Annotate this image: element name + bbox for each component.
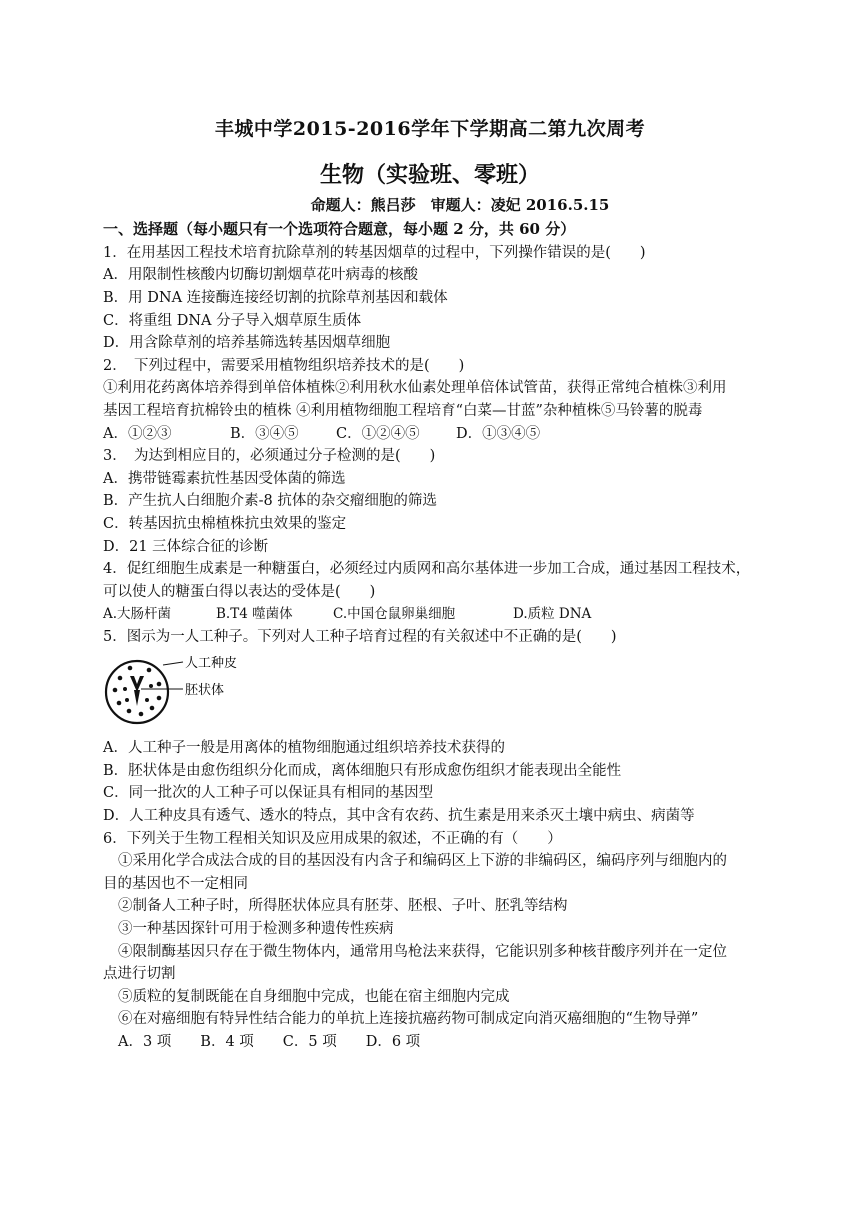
q4-line-1: 4．促红细胞生成素是一种糖蛋白，必须经过内质网和高尔基体进一步加工合成，通过基因工程技术，: [103, 561, 751, 577]
q2-option-c: C．①②④⑤: [336, 426, 420, 442]
q5-option-c: C．同一批次的人工种子可以保证具有相同的基因型: [103, 785, 434, 801]
q2-options: [103, 423, 540, 445]
q6-options: A．3 项 B．4 项 C．5 项 D．6 项: [118, 1034, 421, 1050]
q6-statement-3: ③一种基因探针可用于检测多种遗传性疾病: [118, 921, 394, 937]
q5-stem: 5．图示为一人工种子。下列对人工种子培育过程的有关叙述中不正确的是( ): [103, 629, 617, 645]
q2-line-2: 基因工程培育抗棉铃虫的植株 ④利用植物细胞工程培育“白菜—甘蓝”杂种植株⑤马铃薯的脱毒: [103, 403, 703, 419]
q5-option-a: A．人工种子一般是用离体的植物细胞通过组织培养技术获得的: [103, 740, 505, 756]
q3-option-d: D．21 三体综合征的诊断: [103, 539, 269, 555]
figure-label-embryoid: 胚状体: [185, 683, 225, 698]
q6-statement-1a: ①采用化学合成法合成的目的基因没有内含子和编码区上下游的非编码区，编码序列与细胞内的: [118, 853, 727, 869]
section-heading: 一、选择题（每小题只有一个选项符合题意，每小题 2 分，共 60 分）: [103, 220, 576, 238]
q6-statement-2: ②制备人工种子时，所得胚状体应具有胚芽、胚根、子叶、胚乳等结构: [118, 898, 568, 914]
q5-option-d: D．人工种皮具有透气、透水的特点，其中含有农药、抗生素是用来杀灭土壤中病虫、病菌等: [103, 808, 695, 824]
q2-stem: 2． 下列过程中，需要采用植物组织培养技术的是( ): [103, 358, 465, 374]
q2-option-a: A．①②③: [103, 426, 172, 442]
q6-statement-5: ⑤质粒的复制既能在自身细胞中完成，也能在宿主细胞内完成: [118, 989, 510, 1005]
q1-option-c: C．将重组 DNA 分子导入烟草原生质体: [103, 313, 362, 329]
q4-option-d: D.质粒 DNA: [513, 606, 592, 622]
figure-label-seed-coat: 人工种皮: [185, 656, 238, 671]
q6-statement-4a: ④限制酶基因只存在于微生物体内，通常用鸟枪法来获得，它能识别多种核苷酸序列并在一定位: [118, 944, 727, 960]
q3-option-a: A．携带链霉素抗性基因受体菌的筛选: [103, 471, 346, 487]
q3-option-c: C．转基因抗虫棉植株抗虫效果的鉴定: [103, 516, 347, 532]
q5-option-b: B．胚状体是由愈伤组织分化而成，离体细胞只有形成愈伤组织才能表现出全能性: [103, 763, 622, 779]
artificial-seed-figure: [103, 656, 253, 726]
q6-statement-1b: 目的基因也不一定相同: [103, 876, 248, 892]
q6-statement-6: ⑥在对癌细胞有特异性结合能力的单抗上连接抗癌药物可制成定向消灭癌细胞的“生物导弹”: [118, 1011, 699, 1027]
q6-statement-4b: 点进行切割: [103, 966, 176, 982]
q2-option-d: D．①③④⑤: [456, 426, 541, 442]
q1-option-b: B．用 DNA 连接酶连接经切割的抗除草剂基因和载体: [103, 290, 448, 306]
q4-options: [103, 603, 591, 625]
q1-option-a: A．用限制性核酸内切酶切割烟草花叶病毒的核酸: [103, 267, 418, 283]
q1-stem: 1．在用基因工程技术培育抗除草剂的转基因烟草的过程中，下列操作错误的是( ): [103, 245, 646, 261]
q6-stem: 6．下列关于生物工程相关知识及应用成果的叙述，不正确的有（ ）: [103, 831, 562, 847]
q3-option-b: B．产生抗人白细胞介素-8 抗体的杂交瘤细胞的筛选: [103, 493, 437, 509]
q4-option-c: C.中国仓鼠卵巢细胞: [333, 606, 456, 622]
q4-option-b: B.T4 噬菌体: [216, 606, 293, 622]
exam-title: 丰城中学2015-2016学年下学期高二第九次周考: [214, 118, 646, 140]
exam-authors: 命题人：熊吕莎 审题人：凌妃 2016.5.15: [310, 196, 610, 214]
q4-option-a: A.大肠杆菌: [103, 606, 172, 622]
q3-stem: 3． 为达到相应目的，必须通过分子检测的是( ): [103, 448, 436, 464]
q2-option-b: B．③④⑤: [230, 426, 299, 442]
q2-line-1: ①利用花药离体培养得到单倍体植株②利用秋水仙素处理单倍体试管苗，获得正常纯合植株③利用: [103, 380, 727, 396]
q1-option-d: D．用含除草剂的培养基筛选转基因烟草细胞: [103, 335, 391, 351]
exam-subtitle: 生物（实验班、零班）: [319, 162, 540, 188]
q4-line-2: 可以使人的糖蛋白得以表达的受体是( ): [103, 584, 376, 600]
